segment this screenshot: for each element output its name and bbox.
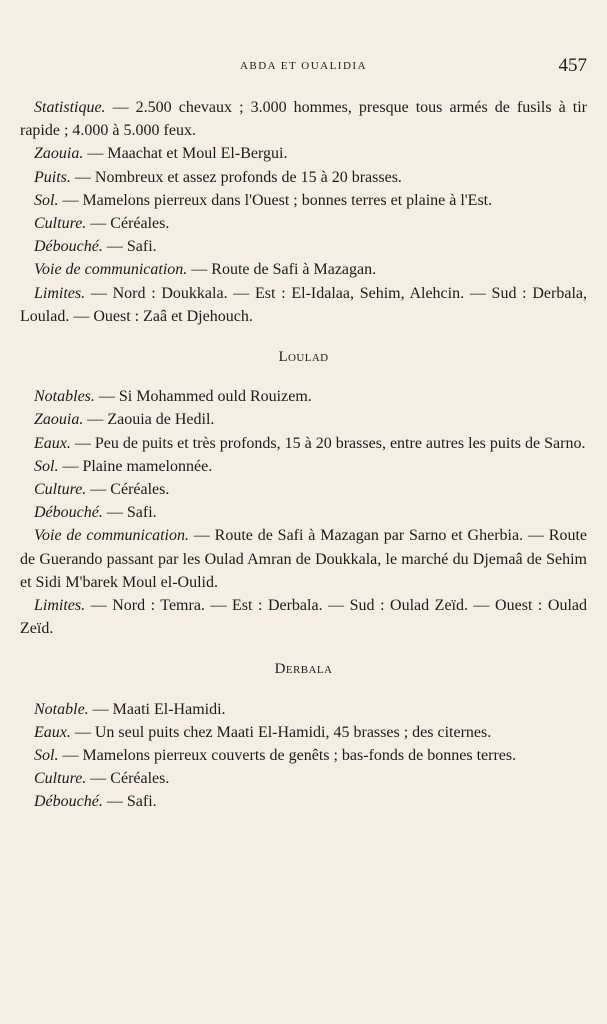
entry-label: Voie de communication.: [34, 261, 188, 279]
entry-limites: [20, 594, 587, 640]
entry-label: Sol.: [34, 457, 59, 475]
entry-text: — Nord : Doukkala. — Est : El-Idalaa, Sehim, Alehcin. — Sud : Derbala, Loulad. — Ouest : Zaâ et Djehouch.: [20, 284, 587, 325]
entry-label: Sol.: [34, 747, 59, 765]
entry-text: — Un seul puits chez Maati El-Hamidi, 45 brasses ; des citernes.: [70, 723, 492, 741]
entry-culture: [20, 212, 587, 235]
entry-puits: [20, 166, 587, 189]
entry-limites: [20, 282, 587, 328]
entry-label: Notable.: [34, 700, 89, 718]
entry-label: Notables.: [34, 388, 95, 406]
entry-label: Zaouia.: [34, 411, 84, 429]
entry-label: Statistique.: [34, 99, 106, 116]
entry-text: — Céréales.: [86, 215, 170, 233]
entry-label: Zaouia.: [34, 145, 84, 163]
entry-text: — Zaouia de Hedil.: [83, 411, 215, 429]
entry-text: — Nombreux et assez profonds de 15 à 20 brasses.: [70, 168, 402, 186]
entry-label: Débouché.: [34, 504, 103, 522]
running-head: [20, 54, 587, 78]
entry-sol: [20, 189, 587, 212]
page-body: [20, 96, 587, 814]
entry-label: Culture.: [34, 215, 87, 233]
entry-eaux: [20, 721, 587, 744]
section-heading: Derbala: [274, 661, 333, 678]
running-title: ABDA ET OUALIDIA: [239, 60, 368, 72]
entry-label: Débouché.: [34, 238, 103, 256]
entry-text: — Céréales.: [86, 770, 170, 788]
entry-label: Voie de communication.: [34, 527, 189, 545]
entry-sol: [20, 744, 587, 767]
entry-culture: [20, 478, 587, 501]
entry-label: Culture.: [34, 770, 87, 788]
entry-label: Sol.: [34, 191, 59, 209]
entry-label: Débouché.: [34, 793, 103, 811]
entry-text: — Céréales.: [86, 481, 170, 499]
entry-text: — 2.500 chevaux ; 3.000 hommes, presque tous armés de fusils à tir rapide ; 4.000 à 5.000 feux.: [20, 99, 587, 140]
entry-text: — Maati El-Hamidi.: [88, 700, 226, 718]
entry-label: Limites.: [34, 284, 86, 302]
entry-debouche: [20, 235, 587, 258]
entry-text: — Safi.: [102, 238, 157, 256]
entry-text: — Safi.: [102, 504, 157, 522]
entry-label: Puits.: [34, 168, 71, 186]
entry-label: Culture.: [34, 481, 87, 499]
entry-text: — Nord : Temra. — Est : Derbala. — Sud : Oulad Zeïd. — Ouest : Oulad Zeïd.: [20, 597, 587, 638]
entry-text: — Peu de puits et très profonds, 15 à 20 brasses, entre autres les puits de Sarno.: [70, 434, 586, 452]
section-derbala: [20, 658, 587, 813]
entry-label: Limites.: [34, 597, 86, 615]
section-loulad: [20, 346, 587, 640]
section-abda-oualidia: [20, 96, 587, 328]
entry-zaouia: [20, 408, 587, 431]
entry-label: Eaux.: [34, 723, 71, 741]
entry-voie-de-communication: [20, 258, 587, 281]
entry-text: — Maachat et Moul El-Bergui.: [83, 145, 288, 163]
entry-voie-de-communication: [20, 524, 587, 594]
entry-label: Eaux.: [34, 434, 71, 452]
entry-text: — Plaine mamelonnée.: [58, 457, 213, 475]
entry-debouche: [20, 501, 587, 524]
entry-text: — Safi.: [102, 793, 157, 811]
entry-statistique: [20, 96, 587, 142]
entry-text: — Si Mohammed ould Rouizem.: [94, 388, 312, 406]
entry-notable: [20, 698, 587, 721]
entry-culture: [20, 767, 587, 790]
entry-text: — Mamelons pierreux couverts de genêts ; bas-fonds de bonnes terres.: [58, 747, 517, 765]
section-heading: Loulad: [278, 349, 329, 366]
entry-text: — Route de Safi à Mazagan par Sarno et Gherbia. — Route de Guerando passant par les Oulad Amran de Doukkala, le marché du Djemaâ de Sehim et Sidi M'barek Moul el-Oulid.: [20, 527, 587, 591]
entry-debouche: [20, 790, 587, 813]
entry-zaouia: [20, 142, 587, 165]
entry-notables: [20, 385, 587, 408]
entry-eaux: [20, 432, 587, 455]
entry-text: — Mamelons pierreux dans l'Ouest ; bonnes terres et plaine à l'Est.: [58, 191, 493, 209]
page-number: 457: [558, 55, 587, 76]
entry-text: — Route de Safi à Mazagan.: [187, 261, 377, 279]
entry-sol: [20, 455, 587, 478]
